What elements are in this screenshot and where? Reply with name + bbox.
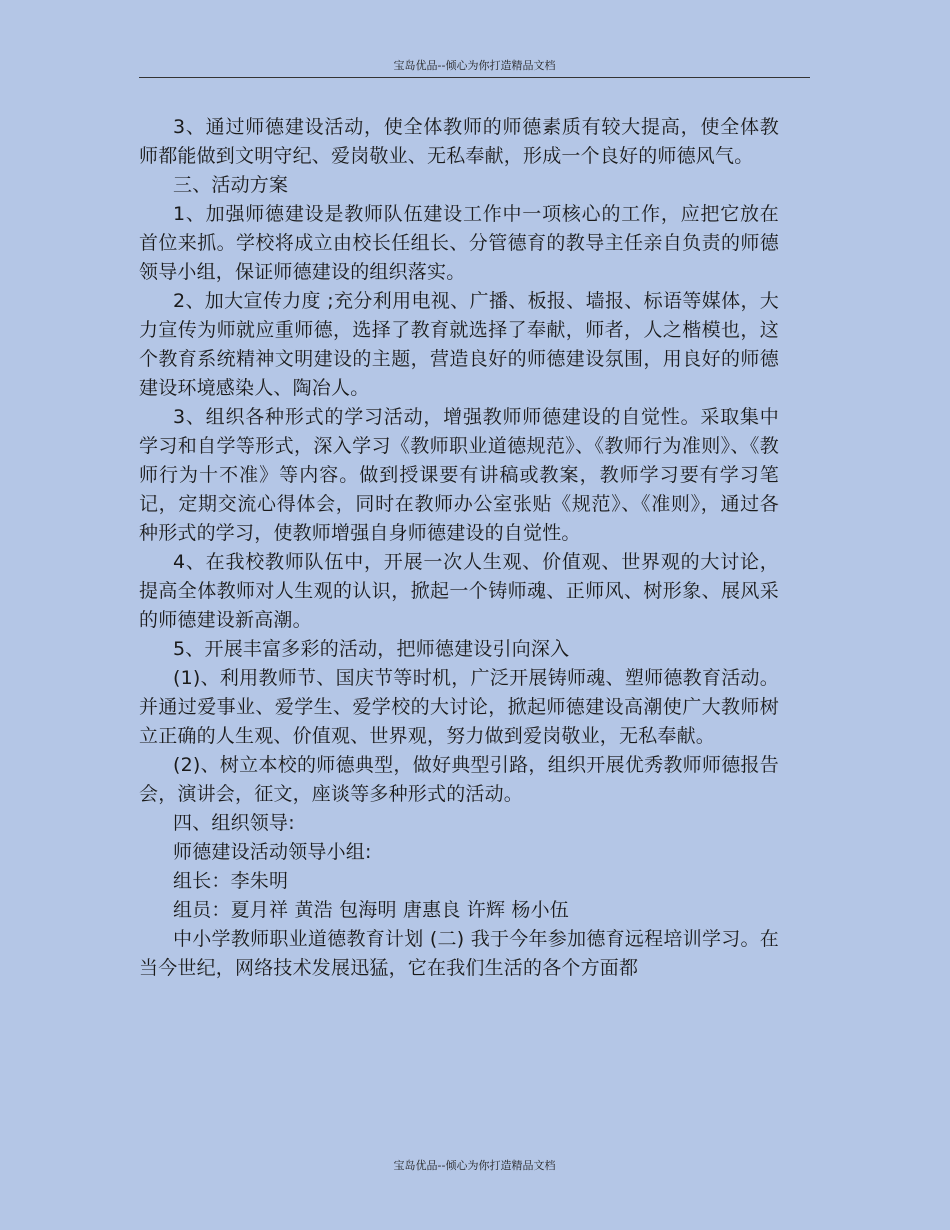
section-heading-organization: 四、组织领导: [173, 812, 295, 834]
header-divider [139, 77, 810, 78]
paragraph-plan-3: 3、组织各种形式的学习活动，增强教师师德建设的自觉性。采取集中学习和自学等形式，深入学习《教师职业道德规范》、《教师行为准则》、《教师行为十不准》等内容。做到授课要有讲稿或教案，教师学习要有学习笔记，定期交流心得体会，同时在教师办公室张贴《规范》、《准则》，通过各种形式的学习，使教师增强自身师德建设的自觉性。 [139, 406, 779, 544]
paragraph-plan-5-2: (2)、树立本校的师德典型，做好典型引路，组织开展优秀教师师德报告会，演讲会，征文，座谈等多种形式的活动。 [139, 754, 779, 805]
paragraph-plan-2: 2、加大宣传力度 ;充分利用电视、广播、板报、墙报、标语等媒体，大力宣传为师就应重师德，选择了教育就选择了奉献，师者，人之楷模也，这个教育系统精神文明建设的主题，营造良好的师德建设氛围，用良好的师德建设环境感染人、陶冶人。 [139, 290, 779, 399]
paragraph-plan-5-1: (1)、利用教师节、国庆节等时机，广泛开展铸师魂、塑师德教育活动。并通过爱事业、爱学生、爱学校的大讨论，掀起师德建设高潮使广大教师树立正确的人生观、价值观、世界观，努力做到爱岗敬业，无私奉献。 [139, 667, 779, 747]
paragraph-plan-5: 5、开展丰富多彩的活动，把师德建设引向深入 [173, 638, 570, 660]
paragraph-group-members: 组员：夏月祥 黄浩 包海明 唐惠良 许辉 杨小伍 [173, 899, 569, 921]
paragraph-group-leader: 组长：李朱明 [173, 870, 289, 892]
page-header: 宝岛优品--倾心为你打造精品文档 [393, 59, 556, 72]
document-body [139, 113, 779, 983]
page-footer: 宝岛优品--倾心为你打造精品文档 [393, 1159, 556, 1172]
paragraph-leadership-group: 师德建设活动领导小组: [173, 841, 372, 863]
paragraph-plan-4: 4、在我校教师队伍中，开展一次人生观、价值观、世界观的大讨论，提高全体教师对人生观的认识，掀起一个铸师魂、正师风、树形象、展风采的师德建设新高潮。 [139, 551, 779, 631]
paragraph-plan-two-intro: 中小学教师职业道德教育计划 (二) 我于今年参加德育远程培训学习。在当今世纪，网络技术发展迅猛，它在我们生活的各个方面都 [139, 928, 779, 979]
paragraph-goal-3: 3、通过师德建设活动，使全体教师的师德素质有较大提高，使全体教师都能做到文明守纪、爱岗敬业、无私奉献，形成一个良好的师德风气。 [139, 116, 779, 167]
paragraph-plan-1: 1、加强师德建设是教师队伍建设工作中一项核心的工作，应把它放在首位来抓。学校将成立由校长任组长、分管德育的教导主任亲自负责的师德领导小组，保证师德建设的组织落实。 [139, 203, 779, 283]
section-heading-activity-plan: 三、活动方案 [173, 174, 289, 196]
